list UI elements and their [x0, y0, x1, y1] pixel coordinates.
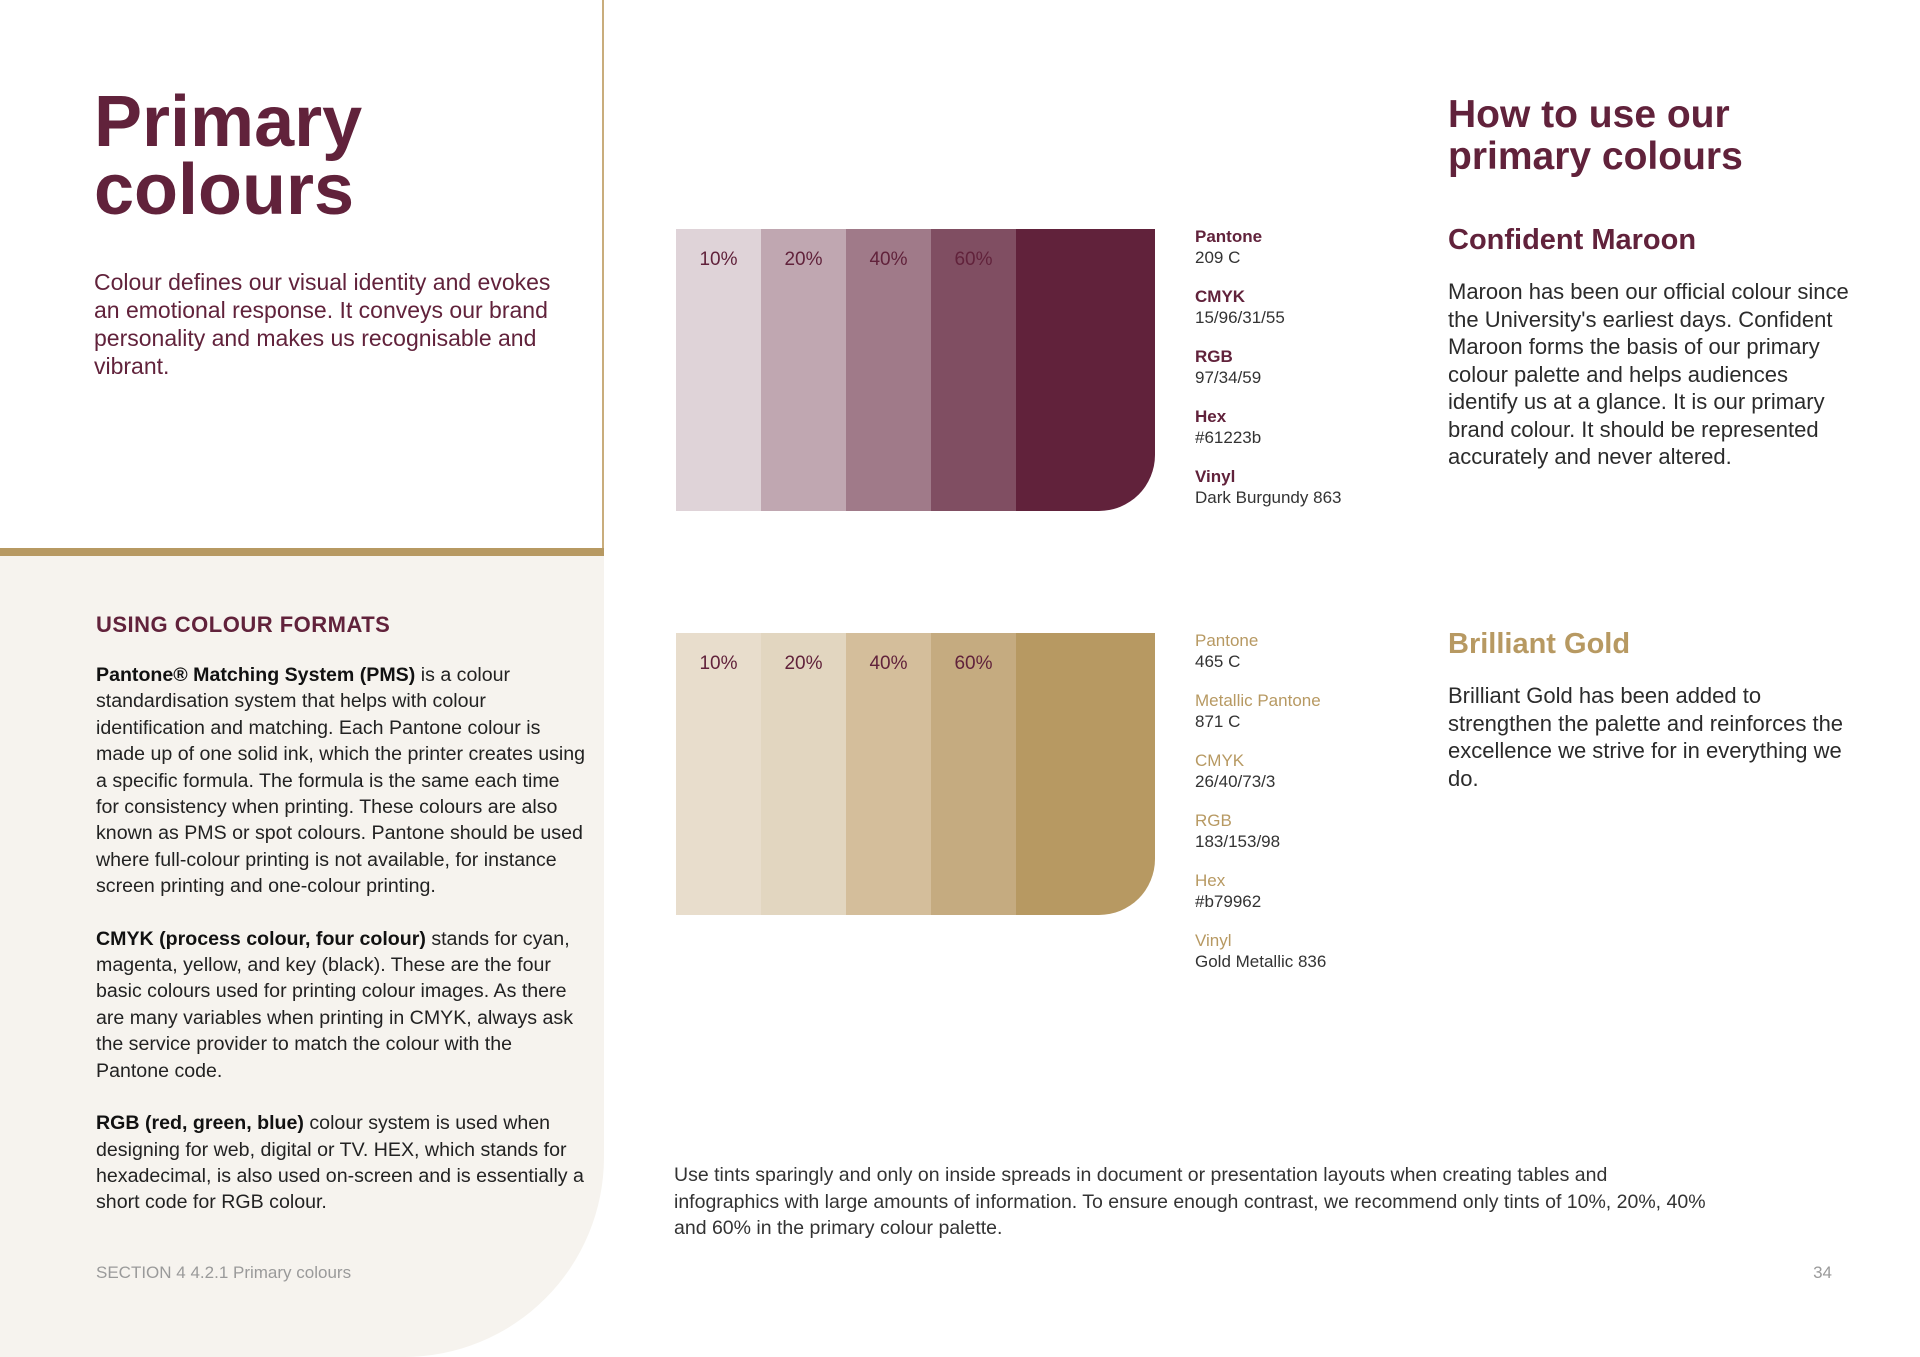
how-to-use-line-1: How to use our: [1448, 93, 1730, 136]
page-title-line-2: colours: [94, 150, 355, 230]
brilliant-gold-heading: Brilliant Gold: [1448, 628, 1631, 660]
spec-value: #b79962: [1195, 892, 1262, 911]
gold-swatch: [676, 633, 1155, 915]
maroon-tint-40: [846, 229, 931, 511]
brilliant-gold-text: Brilliant Gold has been added to strengthen the palette and reinforces the excellence we strive for in everything we do.: [1448, 683, 1844, 791]
spec-value: #61223b: [1195, 428, 1262, 447]
gold-solid: [1016, 633, 1155, 915]
maroon-solid: [1016, 229, 1155, 511]
gold-spec-rgb: [1195, 810, 1326, 852]
spec-value: 97/34/59: [1195, 368, 1262, 387]
confident-maroon-text: Maroon has been our official colour since the University's earliest days. Confident Maroon forms the basis of our primary colour palette and helps audiences identify us at a glance. It is our primary brand colour. It should be represented accurately and never altered.: [1448, 279, 1849, 469]
maroon-spec-vinyl: [1195, 466, 1341, 508]
spec-value: 465 C: [1195, 652, 1241, 671]
gold-tint-40: [846, 633, 931, 915]
tint-label: 10%: [699, 249, 738, 270]
page-title-line-1: Primary: [94, 82, 363, 162]
tint-label: 20%: [784, 249, 823, 270]
maroon-spec-rgb: [1195, 346, 1341, 388]
gold-spec-hex: [1195, 870, 1326, 912]
page-number: 34: [1813, 1263, 1832, 1282]
gold-divider: [0, 548, 604, 556]
spec-label: Vinyl: [1195, 931, 1232, 950]
cmyk-paragraph: [96, 926, 586, 1084]
tint-label: 40%: [869, 653, 908, 674]
gold-tint-60: [931, 633, 1016, 915]
spec-value: 871 C: [1195, 712, 1241, 731]
gold-tint-20: [761, 633, 846, 915]
pms-text: is a colour standardisation system that helps with colour identification and matching. Each Pantone colour is made up of one solid ink, which the printer creates using a specific formula. The formula is the same each time for consistency when printing. These colours are also known as PMS or spot colours. Pantone should be used where full-colour printing is not available, for instance screen printing and one-colour printing.: [96, 664, 586, 898]
page-title: [94, 82, 363, 230]
tint-label: 60%: [954, 249, 993, 270]
spec-value: Dark Burgundy 863: [1195, 488, 1342, 507]
intro-text: Colour defines our visual identity and evokes an emotional response. It conveys our brand personality and makes us recognisable and vibrant.: [94, 269, 551, 379]
maroon-tint-10: [676, 229, 761, 511]
cmyk-term: CMYK (process colour, four colour): [96, 927, 426, 950]
spec-value: Gold Metallic 836: [1195, 952, 1327, 971]
tint-label: 10%: [699, 653, 738, 674]
formats-body: [96, 662, 586, 1242]
tint-usage-note: Use tints sparingly and only on inside spreads in document or presentation layouts when creating tables and infographics with large amounts of information. To ensure enough contrast, we recommend only tints of 10%, 20%, 40% and 60% in the primary colour palette.: [674, 1164, 1706, 1239]
maroon-specs: [1195, 226, 1341, 526]
how-to-use-line-2: primary colours: [1448, 135, 1743, 178]
section-footer: SECTION 4 4.2.1 Primary colours: [96, 1263, 352, 1282]
rgb-text: colour system is used when designing for web, digital or TV. HEX, which stands for hexadecimal, is also used on-screen and is essentially a short code for RGB colour.: [96, 1112, 584, 1214]
confident-maroon-heading: Confident Maroon: [1448, 224, 1697, 256]
maroon-tint-20: [761, 229, 846, 511]
cmyk-text: stands for cyan, magenta, yellow, and key (black). These are the four basic colours used for printing colour images. As there are many variables when printing in CMYK, always ask the service provider to match the colour with the Pantone code.: [96, 927, 573, 1082]
maroon-swatch: [676, 229, 1155, 511]
gold-spec-vinyl: [1195, 930, 1326, 972]
spec-label: Hex: [1195, 407, 1227, 426]
maroon-spec-hex: [1195, 406, 1341, 448]
tint-label: 20%: [784, 653, 823, 674]
tint-label: 60%: [954, 653, 993, 674]
spec-label: CMYK: [1195, 287, 1246, 306]
spec-label: Metallic Pantone: [1195, 691, 1321, 710]
spec-label: RGB: [1195, 347, 1233, 366]
rgb-paragraph: [96, 1110, 586, 1216]
maroon-spec-cmyk: [1195, 286, 1341, 328]
spec-label: CMYK: [1195, 751, 1245, 770]
tint-label: 40%: [869, 249, 908, 270]
pms-term: Pantone® Matching System (PMS): [96, 664, 416, 686]
spec-label: Pantone: [1195, 631, 1259, 650]
gold-specs: [1195, 630, 1326, 990]
spec-label: Vinyl: [1195, 467, 1236, 486]
spec-value: 15/96/31/55: [1195, 308, 1285, 327]
spec-value: 183/153/98: [1195, 832, 1281, 851]
pms-paragraph: [96, 662, 586, 900]
spec-label: RGB: [1195, 811, 1232, 830]
spec-label: Pantone: [1195, 227, 1263, 246]
spec-label: Hex: [1195, 871, 1226, 890]
spec-value: 26/40/73/3: [1195, 772, 1276, 791]
how-to-use-heading: [1448, 94, 1743, 178]
gold-spec-cmyk: [1195, 750, 1326, 792]
maroon-spec-pantone: [1195, 226, 1341, 268]
gold-spec-metallic-pantone: [1195, 690, 1326, 732]
spec-value: 209 C: [1195, 248, 1241, 267]
maroon-tint-60: [931, 229, 1016, 511]
formats-heading: USING COLOUR FORMATS: [96, 612, 391, 637]
rgb-term: RGB (red, green, blue): [96, 1112, 304, 1135]
gold-tint-10: [676, 633, 761, 915]
gold-spec-pantone: [1195, 630, 1326, 672]
